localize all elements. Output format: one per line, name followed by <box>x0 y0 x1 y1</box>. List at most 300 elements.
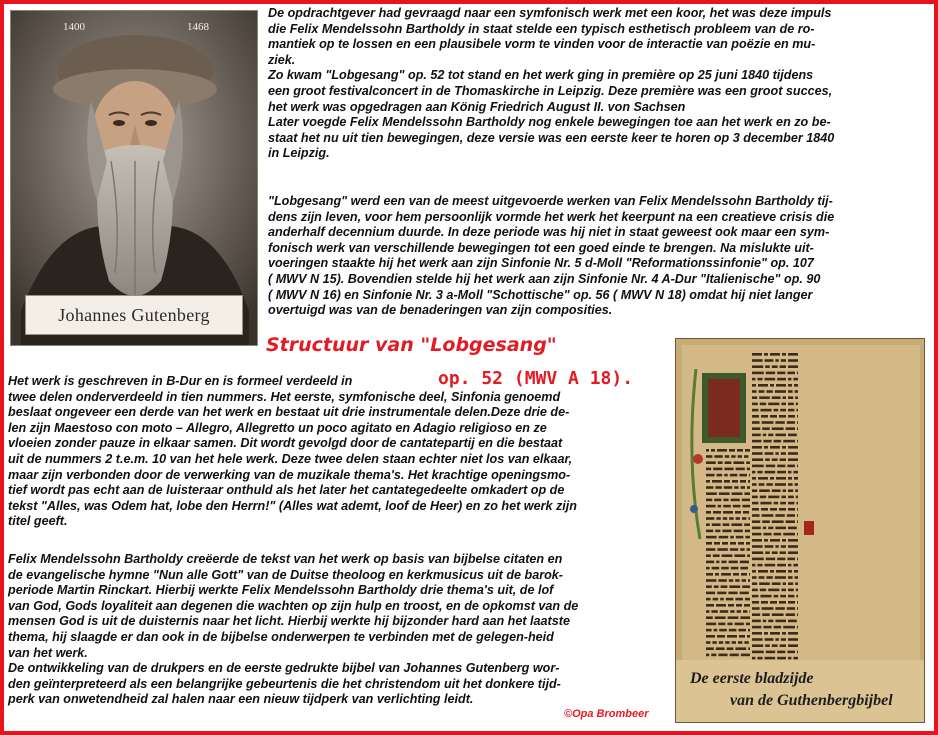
blackletter-text-mark <box>797 558 798 561</box>
blackletter-text-mark <box>742 499 750 502</box>
blackletter-text-mark <box>788 378 791 381</box>
blackletter-text-mark <box>740 480 746 483</box>
blackletter-text-mark <box>721 585 728 588</box>
blackletter-text-mark <box>706 511 711 514</box>
blackletter-text-mark <box>706 647 714 650</box>
blackletter-text-mark <box>770 384 774 387</box>
blackletter-text-mark <box>742 585 750 588</box>
blackletter-text-mark <box>752 620 761 623</box>
blackletter-text-mark <box>768 589 779 592</box>
intro-paragraph <box>268 6 924 162</box>
blackletter-text-mark <box>706 548 715 551</box>
blackletter-text-mark <box>733 573 739 576</box>
blackletter-text-mark <box>713 468 722 471</box>
blackletter-text-mark <box>730 542 736 545</box>
blackletter-text-mark <box>752 403 758 406</box>
blackletter-text-mark <box>720 610 728 613</box>
blackletter-text-mark <box>774 533 782 536</box>
blackletter-text-mark <box>795 390 798 393</box>
blackletter-text-mark <box>741 654 750 657</box>
blackletter-text-mark <box>719 629 727 632</box>
text-line: tekst "Alles, was Odem hat, lobe den Herrn!" (Alles wat ademt, loof de Heer) en zo het werk zijn <box>8 498 577 513</box>
blackletter-text-mark <box>706 641 710 644</box>
blackletter-text-mark <box>706 616 713 619</box>
blackletter-text-mark <box>797 465 798 468</box>
blackletter-text-mark <box>722 530 731 533</box>
blackletter-text-mark <box>714 629 718 632</box>
blackletter-text-mark <box>774 595 779 598</box>
blackletter-text-mark <box>742 505 750 508</box>
blackletter-text-mark <box>772 427 784 430</box>
blackletter-text-mark <box>736 536 744 539</box>
blackletter-text-mark <box>706 499 712 502</box>
blackletter-text-mark <box>714 585 719 588</box>
blackletter-text-mark <box>764 539 768 542</box>
blackletter-text-mark <box>752 384 756 387</box>
blackletter-text-mark <box>787 465 795 468</box>
blackletter-text-mark <box>706 654 709 657</box>
blackletter-text-mark <box>752 638 763 641</box>
blackletter-text-mark <box>743 610 747 613</box>
blackletter-text-mark <box>741 573 747 576</box>
blackletter-text-mark <box>757 378 762 381</box>
text-line: mensen God is uit de duisternis naar het licht. Hierbij werkte hij bijzonder hard aan het laatste <box>8 614 570 629</box>
blackletter-text-mark <box>775 545 778 548</box>
blackletter-text-mark <box>712 641 716 644</box>
blackletter-text-mark <box>776 570 786 573</box>
text-line: Het werk is geschreven in B-Dur en is formeel verdeeld in <box>8 374 353 388</box>
blackletter-text-mark <box>727 647 734 650</box>
blackletter-text-mark <box>757 657 762 660</box>
blackletter-text-mark <box>721 573 731 576</box>
blackletter-text-mark <box>747 548 750 551</box>
blackletter-text-mark <box>765 378 776 381</box>
text-line: het werk was opgedragen aan König Friedrich August II. von Sachsen <box>268 99 686 114</box>
blackletter-text-mark <box>781 638 786 641</box>
blackletter-text-mark <box>723 499 728 502</box>
blackletter-text-mark <box>739 635 745 638</box>
blackletter-text-mark <box>735 623 744 626</box>
text-line: voeringen staakte hij het werk aan zijn Sinfonie Nr. 5 d-Moll "Reformationssinfonie" op. 107 <box>268 256 814 271</box>
portrait-caption: Johannes Gutenberg <box>25 295 243 335</box>
blackletter-text-mark <box>777 564 786 567</box>
blackletter-text-mark <box>788 452 798 455</box>
blackletter-text-mark <box>719 536 729 539</box>
blackletter-text-mark <box>752 483 757 486</box>
blackletter-text-mark <box>738 455 742 458</box>
blackletter-text-mark <box>721 567 729 570</box>
blackletter-text-mark <box>765 471 776 474</box>
text-line: ( MWV N 16) en Sinfonie Nr. 3 a-Moll "Schottische" op. 56 ( MWV N 18) omdat hij niet langer <box>268 287 813 302</box>
blackletter-text-mark <box>728 616 739 619</box>
blackletter-text-mark <box>766 576 772 579</box>
blackletter-text-mark <box>747 486 750 489</box>
blackletter-text-mark <box>768 434 773 437</box>
blackletter-text-mark <box>795 582 798 585</box>
blackletter-text-mark <box>748 647 750 650</box>
blackletter-text-mark <box>744 492 750 495</box>
blackletter-text-mark <box>765 359 774 362</box>
blackletter-text-mark <box>766 465 775 468</box>
blackletter-text-mark <box>731 455 735 458</box>
blackletter-text-mark <box>788 396 793 399</box>
blackletter-text-mark <box>763 533 771 536</box>
blackletter-text-mark <box>752 551 763 554</box>
blackletter-text-mark <box>775 607 784 610</box>
blackletter-text-mark <box>776 477 786 480</box>
blackletter-text-mark <box>758 570 768 573</box>
blackletter-text-mark <box>788 632 798 635</box>
blackletter-text-mark <box>781 589 786 592</box>
blackletter-text-mark <box>788 551 798 554</box>
blackletter-text-mark <box>765 365 770 368</box>
text-line: titel geeft. <box>8 514 68 529</box>
blackletter-text-mark <box>717 592 726 595</box>
blackletter-text-mark <box>781 452 786 455</box>
blackletter-text-mark <box>775 434 786 437</box>
gutenberg-portrait <box>10 10 258 346</box>
blackletter-text-mark <box>719 492 730 495</box>
blackletter-text-mark <box>752 644 763 647</box>
blackletter-text-mark <box>762 613 770 616</box>
blackletter-text-mark <box>726 598 734 601</box>
blackletter-text-mark <box>723 505 731 508</box>
blackletter-text-mark <box>788 638 798 641</box>
blackletter-text-mark <box>779 508 786 511</box>
blackletter-text-mark <box>706 585 712 588</box>
blackletter-text-mark <box>718 654 727 657</box>
blackletter-text-mark <box>781 359 786 362</box>
blackletter-text-mark <box>783 626 795 629</box>
blackletter-text-mark <box>788 409 794 412</box>
blackletter-text-mark <box>760 496 766 499</box>
blackletter-text-mark <box>735 579 739 582</box>
blackletter-text-mark <box>706 480 710 483</box>
blackletter-text-mark <box>775 527 786 530</box>
blackletter-text-mark <box>722 554 733 557</box>
blackletter-text-mark <box>770 477 774 480</box>
blackletter-text-mark <box>797 440 798 443</box>
blackletter-text-mark <box>716 517 720 520</box>
blackletter-text-mark <box>780 365 786 368</box>
blackletter-text-mark <box>760 409 771 412</box>
portrait-year-born: 1400 <box>63 21 85 33</box>
blackletter-text-mark <box>752 564 755 567</box>
blackletter-text-mark <box>772 365 778 368</box>
blackletter-text-mark <box>777 378 786 381</box>
blackletter-text-mark <box>774 626 782 629</box>
blackletter-text-mark <box>796 502 798 505</box>
blackletter-text-mark <box>717 635 725 638</box>
portrait-year-died: 1468 <box>187 21 209 33</box>
blackletter-text-mark <box>729 585 740 588</box>
text-line: periode Martin Rinckart. Hierbij werkte Felix Mendelssohn Bartholdy drie thema's uit, de lof <box>8 583 554 598</box>
blackletter-text-mark <box>706 455 712 458</box>
blackletter-text-mark <box>752 651 764 654</box>
blackletter-text-mark <box>797 533 798 536</box>
blackletter-text-mark <box>759 576 765 579</box>
blackletter-text-mark <box>788 589 794 592</box>
blackletter-text-mark <box>713 598 719 601</box>
blackletter-text-mark <box>752 527 761 530</box>
blackletter-text-mark <box>788 353 798 356</box>
blackletter-text-mark <box>772 644 778 647</box>
blackletter-text-mark <box>783 489 786 492</box>
blackletter-text-mark <box>729 561 738 564</box>
blackletter-text-mark <box>764 353 768 356</box>
blackletter-text-mark <box>752 458 763 461</box>
blackletter-text-mark <box>788 570 792 573</box>
blackletter-text-mark <box>793 564 798 567</box>
blackletter-text-mark <box>763 440 771 443</box>
text-line: overtuigd was van de benaderingen van zijn composities. <box>268 303 613 318</box>
blackletter-text-mark <box>739 474 747 477</box>
blackletter-text-mark <box>787 558 795 561</box>
blackletter-text-mark <box>777 372 785 375</box>
bible-caption-line-2: van de Guthenbergbijbel <box>730 692 893 709</box>
text-line: De opdrachtgever had gevraagd naar een symfonisch werk met een koor, het was deze impuls <box>268 6 832 20</box>
blackletter-text-mark <box>757 471 762 474</box>
blackletter-text-mark <box>788 502 794 505</box>
text-line: anderhalf decennium duurde. In deze periode was hij niet in staat geweest ook maar een sym- <box>268 225 830 240</box>
blackletter-text-mark <box>763 626 771 629</box>
blackletter-text-mark <box>735 598 743 601</box>
blackletter-text-mark <box>770 601 777 604</box>
text-line: uit de nummers 2 t.e.m. 10 van het hele werk. Deze twee delen staan echter niet los van elkaar, <box>8 451 573 466</box>
text-line: Felix Mendelssohn Bartholdy creëerde de tekst van het werk op basis van bijbelse citaten en <box>8 552 563 566</box>
blackletter-text-mark <box>752 496 758 499</box>
text-line: ziek. <box>268 52 296 67</box>
blackletter-text-mark <box>770 415 777 418</box>
blackletter-text-mark <box>752 582 757 585</box>
blackletter-text-mark <box>723 523 730 526</box>
blackletter-text-mark <box>763 620 766 623</box>
blackletter-text-mark <box>706 517 714 520</box>
blackletter-text-mark <box>752 520 760 523</box>
blackletter-text-mark <box>752 372 764 375</box>
blackletter-text-mark <box>729 449 735 452</box>
blackletter-text-mark <box>727 623 732 626</box>
blackletter-text-mark <box>717 449 727 452</box>
blackletter-text-mark <box>730 610 734 613</box>
history-paragraph <box>268 194 924 319</box>
blackletter-text-mark <box>744 455 748 458</box>
blackletter-text-mark <box>752 489 757 492</box>
blackletter-text-mark <box>788 576 793 579</box>
blackletter-text-mark <box>741 486 745 489</box>
blackletter-text-mark <box>782 353 786 356</box>
blackletter-text-mark <box>777 651 785 654</box>
blackletter-text-mark <box>727 635 737 638</box>
blackletter-text-mark <box>788 434 797 437</box>
blackletter-text-mark <box>797 613 798 616</box>
blackletter-text-mark <box>740 548 744 551</box>
bible-caption-line-1: De eerste bladzijde <box>690 670 814 687</box>
blackletter-text-mark <box>788 365 798 368</box>
blackletter-text-mark <box>774 409 779 412</box>
blackletter-text-mark <box>724 474 728 477</box>
blackletter-text-mark <box>761 601 768 604</box>
blackletter-text-mark <box>760 595 771 598</box>
blackletter-text-mark <box>787 372 795 375</box>
blackletter-text-mark <box>746 623 750 626</box>
text-line: tief wordt pas echt aan de luisteraar onthuld als het later het cantategedeelte omkadert op de <box>8 483 565 498</box>
blackletter-text-mark <box>729 579 733 582</box>
blackletter-text-mark <box>775 390 786 393</box>
blackletter-text-mark <box>765 638 774 641</box>
blackletter-text-mark <box>706 486 713 489</box>
blackletter-text-mark <box>745 536 750 539</box>
blackletter-text-mark <box>768 403 779 406</box>
blackletter-text-mark <box>783 533 795 536</box>
blackletter-text-mark <box>740 592 749 595</box>
blackletter-text-mark <box>752 613 760 616</box>
blackletter-text-mark <box>759 483 765 486</box>
blackletter-text-mark <box>734 530 743 533</box>
blackletter-text-mark <box>735 647 746 650</box>
blackletter-text-mark <box>729 517 733 520</box>
blackletter-text-mark <box>762 514 774 517</box>
blackletter-text-mark <box>715 616 726 619</box>
blackletter-text-mark <box>738 641 742 644</box>
blackletter-text-mark <box>722 542 728 545</box>
blackletter-text-mark <box>786 613 795 616</box>
blackletter-text-mark <box>770 446 780 449</box>
blackletter-text-mark <box>725 461 732 464</box>
blackletter-text-mark <box>763 434 766 437</box>
blackletter-text-mark <box>765 551 770 554</box>
blackletter-text-mark <box>780 409 786 412</box>
blackletter-text-mark <box>788 359 798 362</box>
blackletter-text-mark <box>736 468 745 471</box>
blackletter-text-mark <box>736 604 742 607</box>
text-line: in Leipzig. <box>268 146 330 161</box>
blackletter-text-mark <box>744 641 748 644</box>
blackletter-text-mark <box>752 427 760 430</box>
blackletter-text-mark <box>772 396 781 399</box>
blackletter-text-mark <box>788 545 798 548</box>
blackletter-text-mark <box>706 573 713 576</box>
blackletter-text-mark <box>706 604 714 607</box>
blackletter-text-mark <box>752 576 757 579</box>
blackletter-text-mark <box>752 508 759 511</box>
blackletter-text-mark <box>740 567 748 570</box>
blackletter-text-mark <box>772 520 784 523</box>
blackletter-text-mark <box>775 452 778 455</box>
blackletter-text-mark <box>782 446 786 449</box>
blackletter-text-mark <box>706 492 717 495</box>
blackletter-text-mark <box>718 505 722 508</box>
blackletter-text-mark <box>746 461 750 464</box>
blackletter-text-mark <box>732 492 743 495</box>
blackletter-text-mark <box>706 629 712 632</box>
blackletter-text-mark <box>788 582 793 585</box>
blackletter-text-mark <box>781 496 786 499</box>
blackletter-text-mark <box>783 582 786 585</box>
text-line: vloeien zonder pauze in elkaar samen. Dit wordt gevolgd door de cantatepartij en die bestaat <box>8 436 563 451</box>
blackletter-text-mark <box>787 514 795 517</box>
blackletter-text-mark <box>706 567 710 570</box>
blackletter-text-mark <box>787 651 795 654</box>
blackletter-text-mark <box>724 480 730 483</box>
blackletter-text-mark <box>752 477 756 480</box>
blackletter-text-mark <box>748 517 750 520</box>
blackletter-text-mark <box>706 474 715 477</box>
blackletter-text-mark <box>796 409 798 412</box>
text-line: een groot festivalconcert in de Thomaskirche in Leipzig. Deze première was een groot succes, <box>268 83 833 98</box>
blackletter-text-mark <box>796 595 798 598</box>
blackletter-text-mark <box>775 483 786 486</box>
blackletter-text-mark <box>766 483 772 486</box>
blackletter-text-mark <box>762 607 774 610</box>
blackletter-text-mark <box>772 613 784 616</box>
blackletter-text-mark <box>747 468 750 471</box>
blackletter-text-mark <box>706 610 709 613</box>
blackletter-text-mark <box>752 409 758 412</box>
blackletter-text-mark <box>706 561 714 564</box>
blackletter-text-mark <box>768 620 773 623</box>
blackletter-text-mark <box>711 449 715 452</box>
blackletter-text-mark <box>795 483 798 486</box>
blackletter-text-mark <box>788 390 793 393</box>
blackletter-text-mark <box>730 548 738 551</box>
blackletter-text-mark <box>797 427 798 430</box>
text-line: dens zijn leven, voor hem persoonlijk vormde het werk het keerpunt na een creatieve crisis die <box>268 209 835 224</box>
blackletter-text-mark <box>752 657 755 660</box>
blackletter-text-mark <box>733 505 741 508</box>
blackletter-text-mark <box>752 378 755 381</box>
blackletter-text-mark <box>752 359 763 362</box>
blackletter-text-mark <box>733 461 744 464</box>
blackletter-text-mark <box>775 359 778 362</box>
text-line: thema, hij slaagde er dan ook in de bijbelse onderwerpen te verbinden met de gelegen-heid <box>8 629 554 644</box>
blackletter-text-mark <box>706 505 716 508</box>
blackletter-text-mark <box>795 396 798 399</box>
blackletter-text-mark <box>770 353 780 356</box>
blackletter-text-mark <box>714 499 721 502</box>
blackletter-text-mark <box>766 558 775 561</box>
bible-page-illustration <box>676 339 925 663</box>
blackletter-text-mark <box>715 486 721 489</box>
blackletter-text-mark <box>787 607 795 610</box>
blackletter-text-mark <box>720 598 724 601</box>
blackletter-text-mark <box>706 468 711 471</box>
blackletter-text-mark <box>746 542 750 545</box>
blackletter-text-mark <box>793 378 798 381</box>
blackletter-text-mark <box>772 551 778 554</box>
blackletter-text-mark <box>718 579 726 582</box>
blackletter-text-mark <box>768 527 773 530</box>
blackletter-text-mark <box>752 589 758 592</box>
blackletter-text-mark <box>706 536 717 539</box>
blackletter-text-mark <box>758 384 768 387</box>
blackletter-text-mark <box>752 471 755 474</box>
blackletter-text-mark <box>766 390 772 393</box>
blackletter-text-mark <box>765 657 776 660</box>
blackletter-text-mark <box>782 539 786 542</box>
blackletter-text-mark <box>776 384 786 387</box>
blackletter-text-mark <box>749 573 750 576</box>
blackletter-text-mark <box>731 567 739 570</box>
text-line: beslaat ongeveer een derde van het werk en bestaat uit drie instrumentale delen.Deze drie de- <box>8 405 570 420</box>
blackletter-text-mark <box>752 434 761 437</box>
blackletter-text-mark <box>748 579 750 582</box>
blackletter-text-mark <box>718 623 725 626</box>
blackletter-text-mark <box>738 542 744 545</box>
blackletter-text-mark <box>732 480 738 483</box>
blackletter-text-mark <box>749 610 750 613</box>
blackletter-text-mark <box>788 489 793 492</box>
